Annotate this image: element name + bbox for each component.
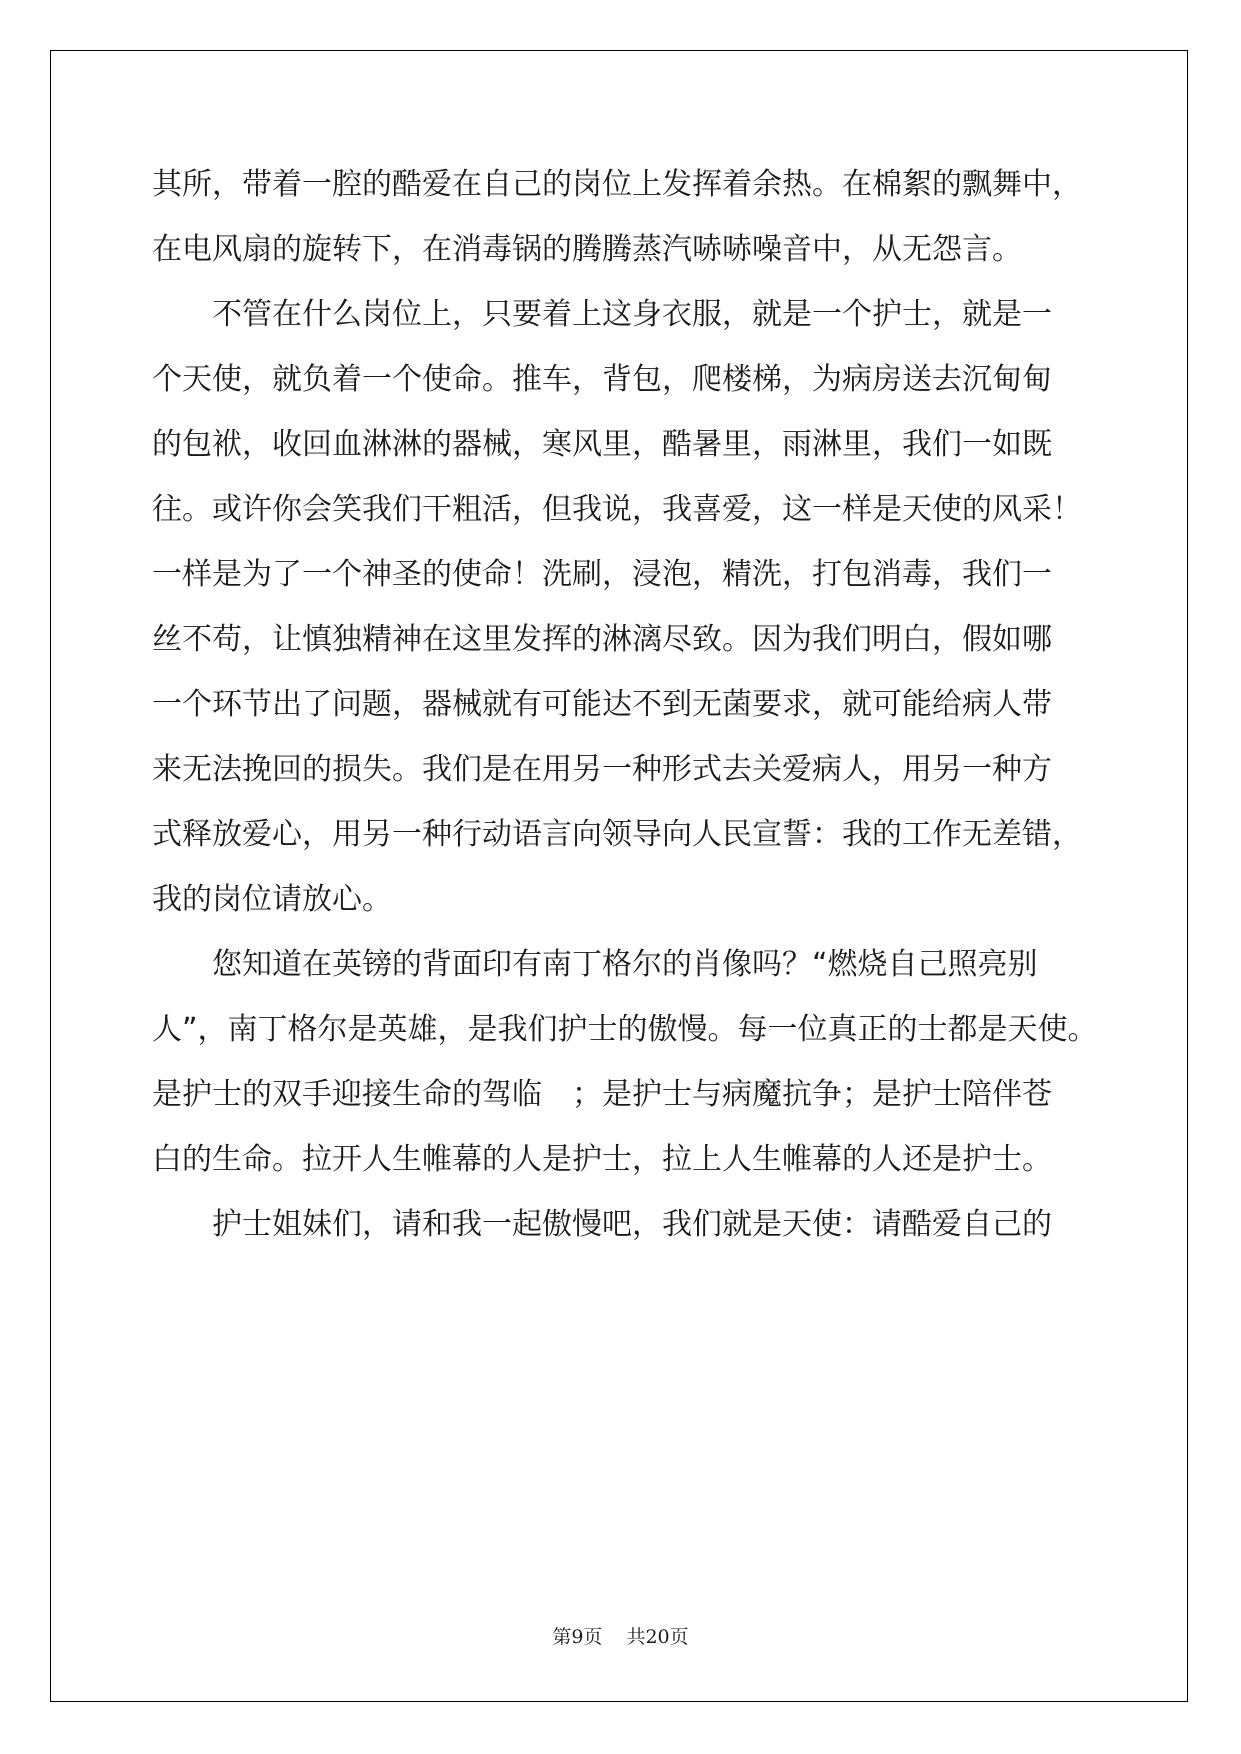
page-total: 共20页 <box>626 1626 689 1648</box>
document-body <box>152 152 1098 1257</box>
text-line: 我的岗位请放心。 <box>152 882 392 917</box>
text-line: 丝不苟，让慎独精神在这里发挥的淋漓尽致。因为我们明白，假如哪 <box>152 622 1052 657</box>
text-line: 一样是为了一个神圣的使命！洗刷，浸泡，精洗，打包消毒，我们一 <box>152 557 1052 592</box>
text-line: 其所，带着一腔的酷爱在自己的岗位上发挥着余热。在棉絮的飘舞中， <box>152 167 1082 202</box>
text-line: 白的生命。拉开人生帷幕的人是护士，拉上人生帷幕的人还是护士。 <box>152 1142 1052 1177</box>
text-line: 式释放爱心，用另一种行动语言向领导向人民宣誓：我的工作无差错， <box>152 817 1082 852</box>
text-line: 在电风扇的旋转下，在消毒锅的腾腾蒸汽哧哧噪音中，从无怨言。 <box>152 232 1022 267</box>
text-line: 一个环节出了问题，器械就有可能达不到无菌要求，就可能给病人带 <box>152 687 1052 722</box>
text-line: 人”，南丁格尔是英雄，是我们护士的傲慢。每一位真正的士都是天使。 <box>152 1012 1098 1047</box>
text-line: 不管在什么岗位上，只要着上这身衣服，就是一个护士，就是一 <box>152 297 1052 332</box>
text-line: 来无法挽回的损失。我们是在用另一种形式去关爱病人，用另一种方 <box>152 752 1052 787</box>
text-line: 个天使，就负着一个使命。推车，背包，爬楼梯，为病房送去沉甸甸 <box>152 362 1052 397</box>
text-line: 的包袱，收回血淋淋的器械，寒风里，酷暑里，雨淋里，我们一如既 <box>152 427 1052 462</box>
text-line: 是护士的双手迎接生命的驾临 ；是护士与病魔抗争；是护士陪伴苍 <box>152 1077 1052 1112</box>
page-footer <box>0 1622 1241 1649</box>
text-line: 往。或许你会笑我们干粗活，但我说，我喜爱，这一样是天使的风采！ <box>152 492 1082 527</box>
text-line: 您知道在英镑的背面印有南丁格尔的肖像吗？“燃烧自己照亮别 <box>152 947 1038 982</box>
text-line: 护士姐妹们，请和我一起傲慢吧，我们就是天使：请酷爱自己的 <box>152 1207 1052 1242</box>
page-number: 第9页 <box>552 1626 603 1648</box>
